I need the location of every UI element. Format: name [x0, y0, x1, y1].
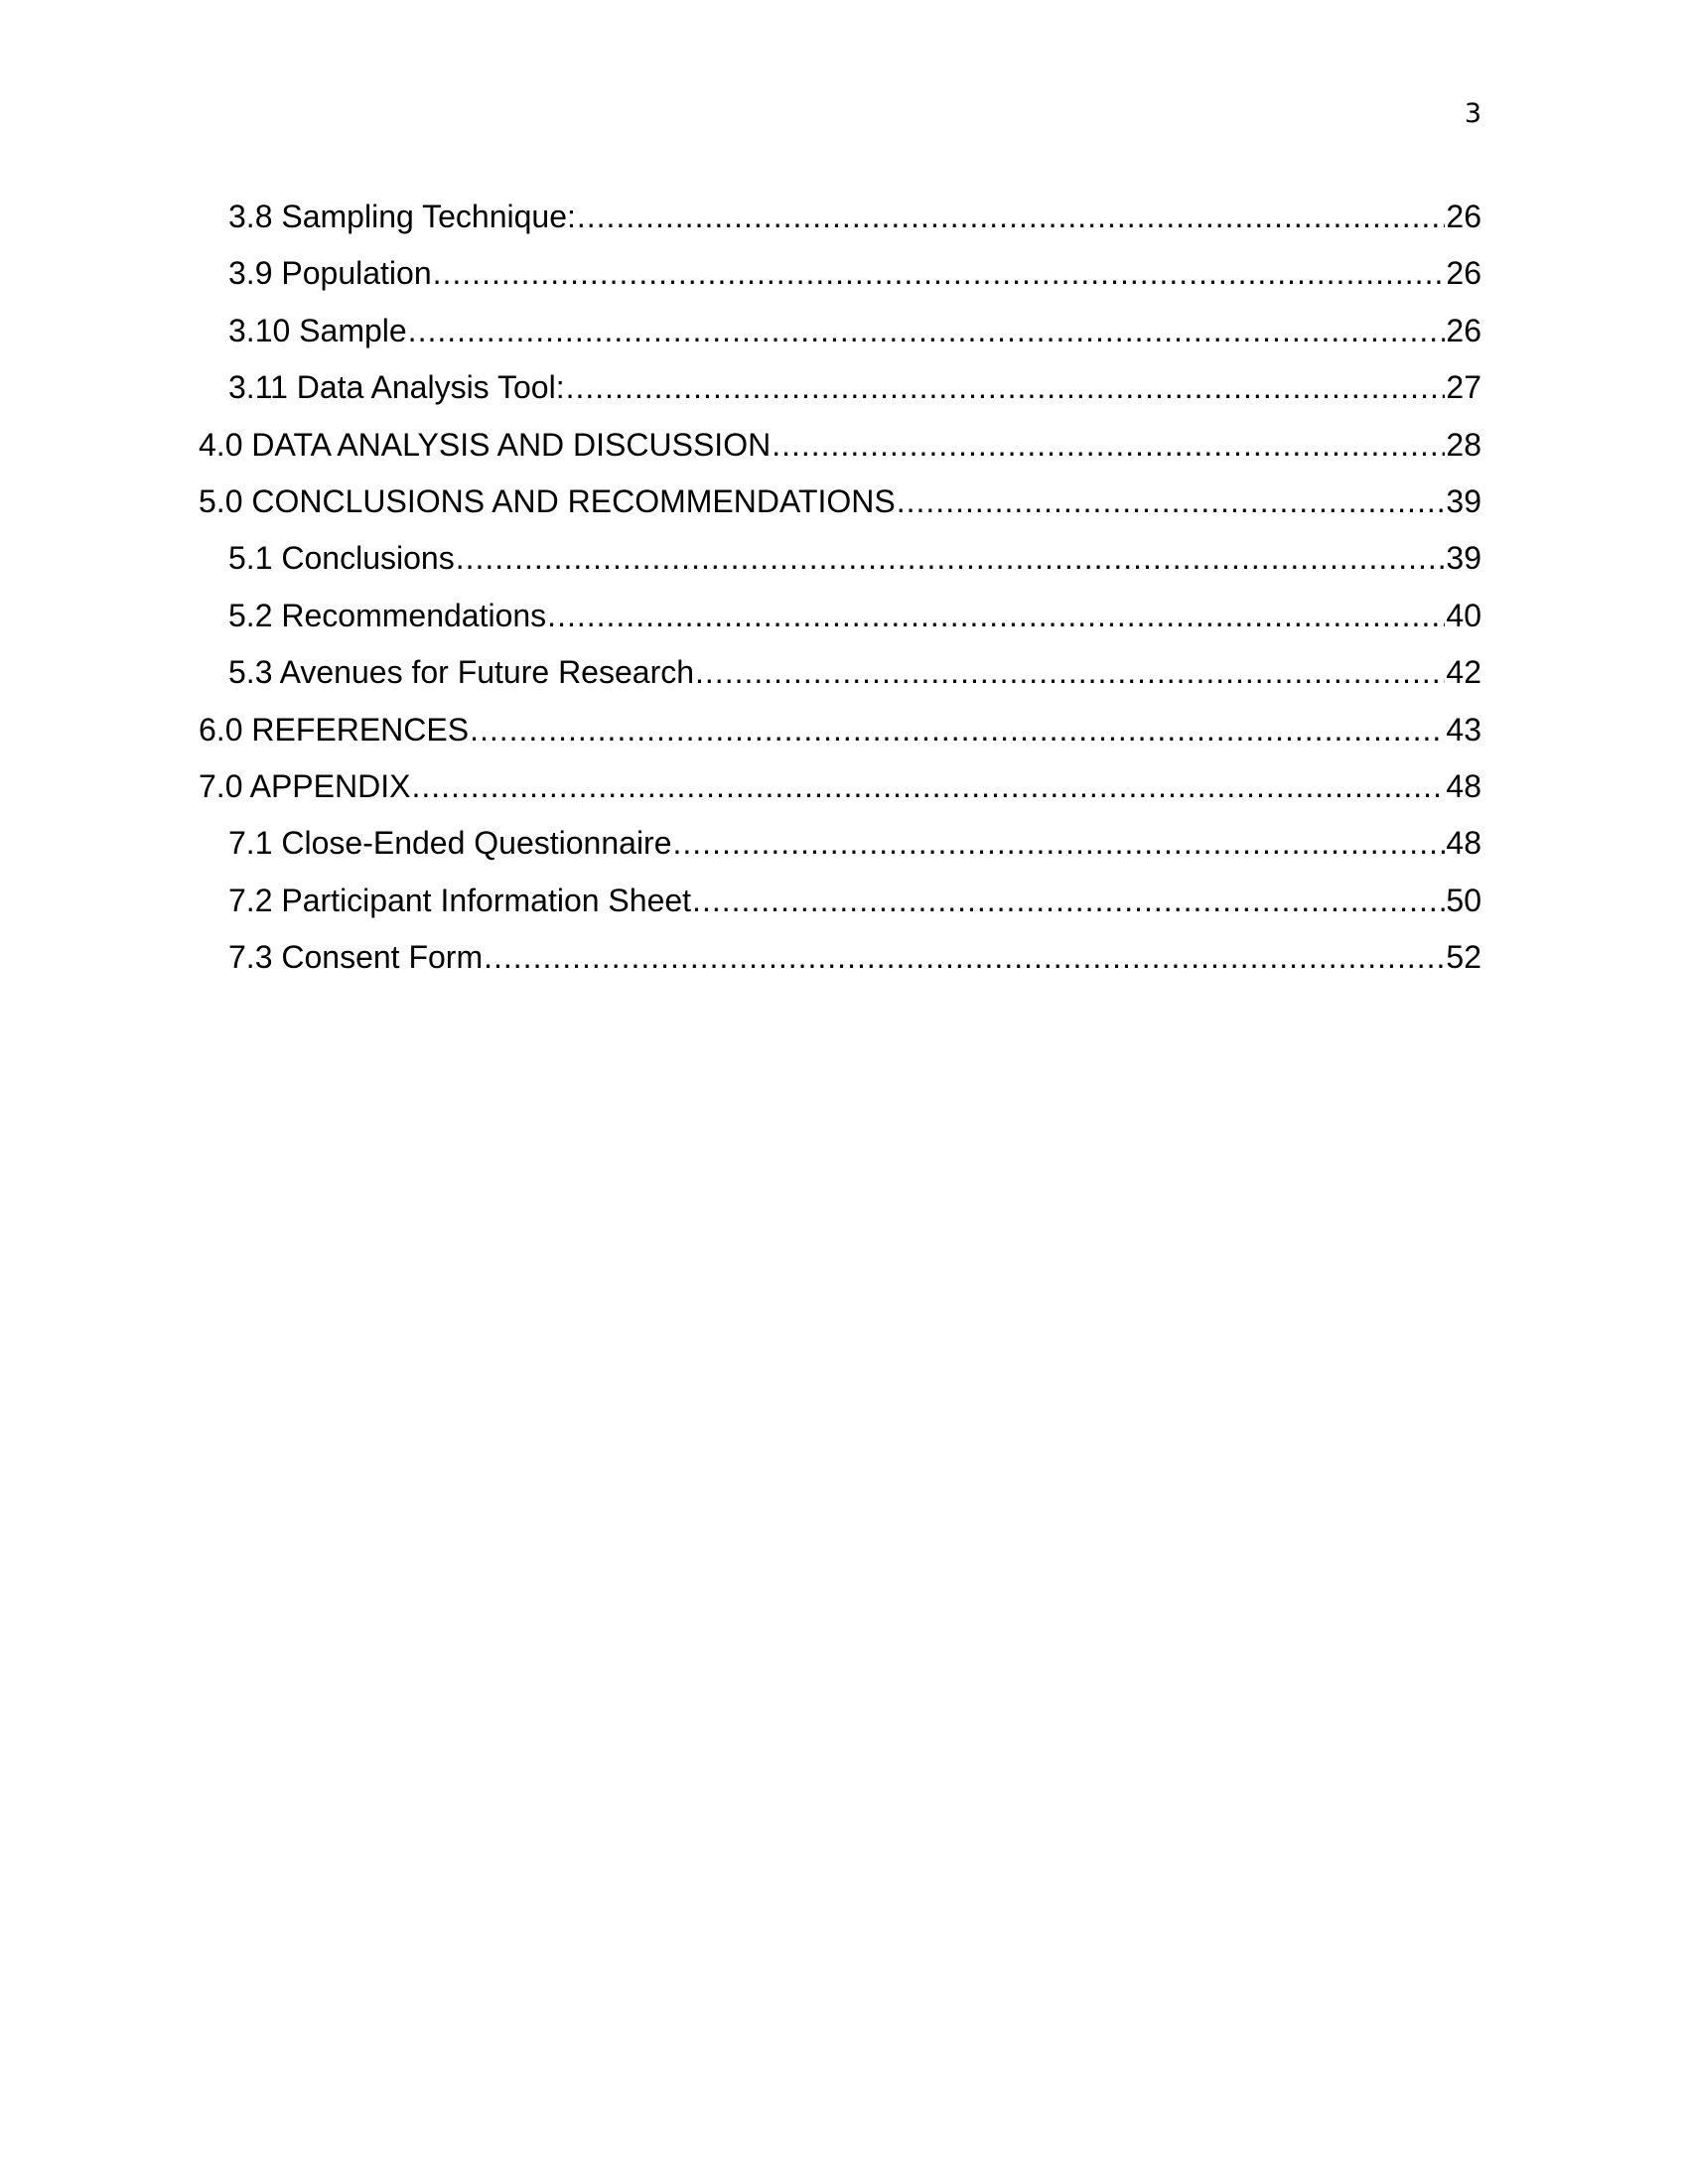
toc-entry-3-10[interactable] [199, 311, 1481, 367]
toc-dot-leader [470, 710, 1445, 750]
toc-dot-leader [695, 652, 1445, 692]
toc-entry-page: 27 [1446, 369, 1481, 406]
toc-entry-label: 6.0 REFERENCES [199, 711, 470, 748]
toc-entry-label: 3.11 Data Analysis Tool: [228, 369, 565, 406]
toc-entry-5-3[interactable] [199, 652, 1481, 709]
toc-dot-leader [772, 425, 1445, 465]
toc-entry-label: 5.2 Recommendations [228, 597, 547, 633]
toc-entry-5-2[interactable] [199, 596, 1481, 652]
toc-entry-7-1[interactable] [199, 823, 1481, 880]
page-number: 3 [1464, 98, 1481, 129]
toc-dot-leader [577, 197, 1446, 236]
toc-entry-3-9[interactable] [199, 253, 1481, 310]
toc-entry-label: 5.1 Conclusions [228, 540, 455, 577]
toc-dot-leader [692, 881, 1445, 920]
toc-entry-7-0[interactable] [199, 766, 1481, 823]
toc-entry-page: 48 [1446, 767, 1481, 804]
toc-entry-3-8[interactable] [199, 197, 1481, 253]
toc-entry-page: 26 [1446, 312, 1481, 348]
toc-entry-label: 7.3 Consent Form [228, 939, 484, 976]
toc-entry-7-3[interactable] [199, 937, 1481, 994]
toc-dot-leader [547, 596, 1445, 635]
toc-entry-3-11[interactable] [199, 367, 1481, 424]
toc-entry-page: 39 [1446, 540, 1481, 577]
toc-entry-label: 3.9 Population [228, 255, 432, 292]
toc-entry-label: 3.8 Sampling Technique: [228, 199, 576, 234]
toc-entry-label: 7.0 APPENDIX [199, 767, 411, 804]
toc-entry-label: 5.3 Avenues for Future Research [228, 654, 695, 691]
toc-dot-leader [484, 937, 1445, 977]
toc-entry-page: 50 [1446, 882, 1481, 918]
toc-dot-leader [411, 766, 1445, 806]
toc-entry-5-1[interactable] [199, 538, 1481, 595]
toc-entry-page: 26 [1446, 199, 1481, 234]
toc-dot-leader [456, 538, 1446, 578]
toc-entry-page: 48 [1446, 825, 1481, 862]
toc-dot-leader [897, 481, 1446, 521]
toc-entry-label: 7.1 Close-Ended Questionnaire [228, 825, 672, 862]
toc-entry-page: 26 [1446, 255, 1481, 292]
toc-entry-4-0[interactable] [199, 425, 1481, 481]
toc-entry-page: 52 [1446, 939, 1481, 976]
table-of-contents [199, 197, 1481, 994]
toc-dot-leader [673, 823, 1446, 863]
toc-entry-label: 4.0 DATA ANALYSIS AND DISCUSSION [199, 426, 772, 463]
toc-dot-leader [433, 253, 1446, 293]
toc-dot-leader [408, 311, 1446, 350]
toc-entry-7-2[interactable] [199, 881, 1481, 937]
toc-entry-page: 42 [1446, 654, 1481, 691]
toc-entry-page: 39 [1446, 482, 1481, 519]
toc-dot-leader [566, 367, 1446, 407]
toc-entry-5-0[interactable] [199, 481, 1481, 538]
toc-entry-label: 3.10 Sample [228, 312, 407, 348]
toc-entry-label: 5.0 CONCLUSIONS AND RECOMMENDATIONS [199, 482, 896, 519]
toc-entry-page: 43 [1446, 711, 1481, 748]
toc-entry-page: 40 [1446, 597, 1481, 633]
toc-entry-page: 28 [1446, 426, 1481, 463]
toc-entry-6-0[interactable] [199, 710, 1481, 766]
toc-entry-label: 7.2 Participant Information Sheet [228, 882, 692, 918]
